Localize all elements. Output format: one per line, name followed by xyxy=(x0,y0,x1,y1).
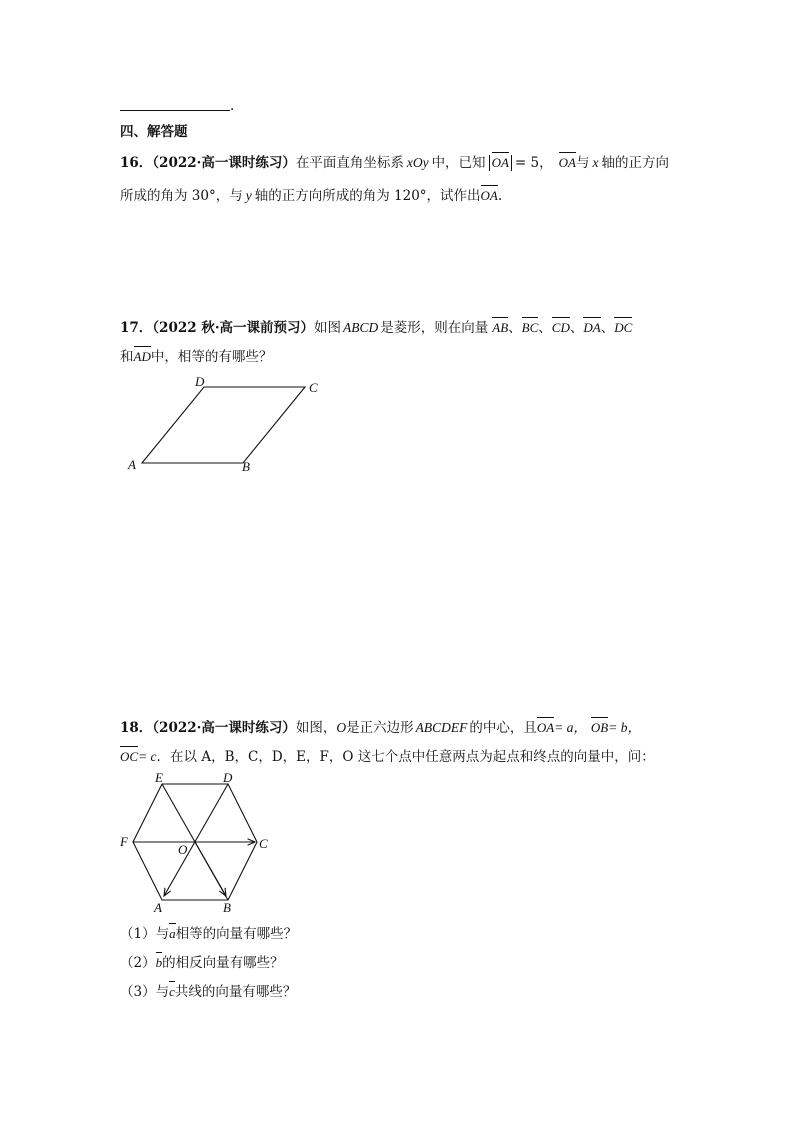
q17-line1 xyxy=(120,318,632,338)
vector-arrow-b xyxy=(195,842,226,896)
q18-text2: 是正六边形 xyxy=(346,720,414,736)
label-b: B xyxy=(242,459,250,474)
q18-sub1-text: 相等的向量有哪些？ xyxy=(175,926,298,942)
q17-sep: 、 xyxy=(538,320,552,336)
q18-center: O xyxy=(336,720,347,735)
q18-line2-text: ．在以 A，B，C，D，E，F，O 这七个点中任意两点为起点和终点的向量中，问： xyxy=(156,749,655,765)
q17-line2b: 中，相等的有哪些？ xyxy=(150,349,273,365)
section-heading: 四、解答题 xyxy=(120,124,188,140)
q17-rhombus-figure xyxy=(120,372,340,482)
q16-coord-system: xOy xyxy=(406,155,429,170)
answer-blank-line xyxy=(120,110,230,111)
label-a: A xyxy=(154,900,162,914)
q16-abs-value xyxy=(489,155,512,171)
q18-sub2-text: 的相反向量有哪些？ xyxy=(162,955,284,971)
q18-source: （2022·高一课时练习） xyxy=(152,720,296,736)
label-b: B xyxy=(223,900,231,914)
q16-number: 16． xyxy=(120,155,153,171)
q16-text2: 中，已知 xyxy=(431,155,486,171)
q18-hexagon-figure xyxy=(118,772,278,914)
label-c: C xyxy=(259,836,268,851)
q17-vector-dc: DC xyxy=(614,318,632,338)
q18-text1: 如图， xyxy=(295,720,337,736)
rhombus-shape xyxy=(142,387,305,463)
q18-sub2-prefix: （2） xyxy=(120,955,156,971)
q16-line2a: 所成的角为 30°，与 xyxy=(120,188,243,204)
q17-vector-ad: AD xyxy=(134,347,151,367)
q16-vector-oa: OA xyxy=(559,153,576,173)
label-d: D xyxy=(223,772,233,785)
q16-line2b: 轴的正方向所成的角为 120°，试作出 xyxy=(254,188,481,204)
label-f: F xyxy=(120,834,128,849)
q17-line2a: 和 xyxy=(120,349,134,365)
q18-sub1-prefix: （1）与 xyxy=(120,926,170,942)
label-d: D xyxy=(195,374,205,389)
q18-vector-oc: OC xyxy=(120,747,138,767)
q16-eq: = 5， xyxy=(514,155,553,171)
q18-vector-ob: OB xyxy=(591,718,608,738)
q18-sub2 xyxy=(120,953,284,973)
q18-sub1 xyxy=(120,924,297,944)
label-o: O xyxy=(178,842,188,857)
q16-line1 xyxy=(120,153,669,173)
q18-eq-c: = c xyxy=(138,749,157,764)
q18-eq-b: = b， xyxy=(608,720,642,735)
q17-source: （2022 秋·高一课前预习） xyxy=(152,320,315,336)
q16-line2 xyxy=(120,186,502,206)
q16-source: （2022·高一课时练习） xyxy=(152,155,296,171)
q16-text4: 轴的正方向 xyxy=(601,155,669,171)
q16-y-axis: y xyxy=(245,188,252,203)
q17-line2 xyxy=(120,347,272,367)
q18-sub3 xyxy=(120,982,296,1002)
q18-sub3-prefix: （3）与 xyxy=(120,984,170,1000)
label-a: A xyxy=(128,457,136,472)
q18-sub3-vector: c xyxy=(169,982,175,1002)
q17-text2: 是菱形，则在向量 xyxy=(380,320,489,336)
q17-number: 17． xyxy=(120,320,153,336)
q16-text1: 在平面直角坐标系 xyxy=(295,155,404,171)
q16-vector-oa-2: OA xyxy=(481,186,498,206)
q17-sep: 、 xyxy=(600,320,615,336)
q18-text3: 的中心，且 xyxy=(469,720,537,736)
q18-sub2-vector: b xyxy=(156,953,163,973)
q18-sub1-vector: a xyxy=(169,924,176,944)
q16-text3: 与 xyxy=(575,155,590,171)
q16-abs-vector: OA xyxy=(492,153,509,173)
q17-shape: ABCD xyxy=(343,320,379,335)
q16-end: . xyxy=(497,188,503,204)
blank-period: . xyxy=(230,98,235,114)
q18-eq-a: = a， xyxy=(554,720,587,735)
q18-number: 18． xyxy=(120,720,153,736)
q18-vector-oa: OA xyxy=(537,718,554,738)
q18-line1 xyxy=(120,718,641,738)
q18-hexname: ABCDEF xyxy=(415,720,468,735)
q17-vector-cd: CD xyxy=(552,318,570,338)
q17-vector-ab: AB xyxy=(492,318,508,338)
label-e: E xyxy=(155,772,163,785)
q17-sep: 、 xyxy=(508,320,522,336)
label-c: C xyxy=(309,380,318,395)
q18-sub3-text: 共线的向量有哪些？ xyxy=(174,984,297,1000)
q17-text1: 如图 xyxy=(314,320,342,336)
q17-vector-bc: BC xyxy=(522,318,539,338)
q17-sep: 、 xyxy=(569,320,584,336)
vector-arrow-a xyxy=(164,784,228,896)
q18-line2 xyxy=(120,747,655,767)
q16-x-axis: x xyxy=(592,155,599,170)
q17-vector-da: DA xyxy=(583,318,600,338)
